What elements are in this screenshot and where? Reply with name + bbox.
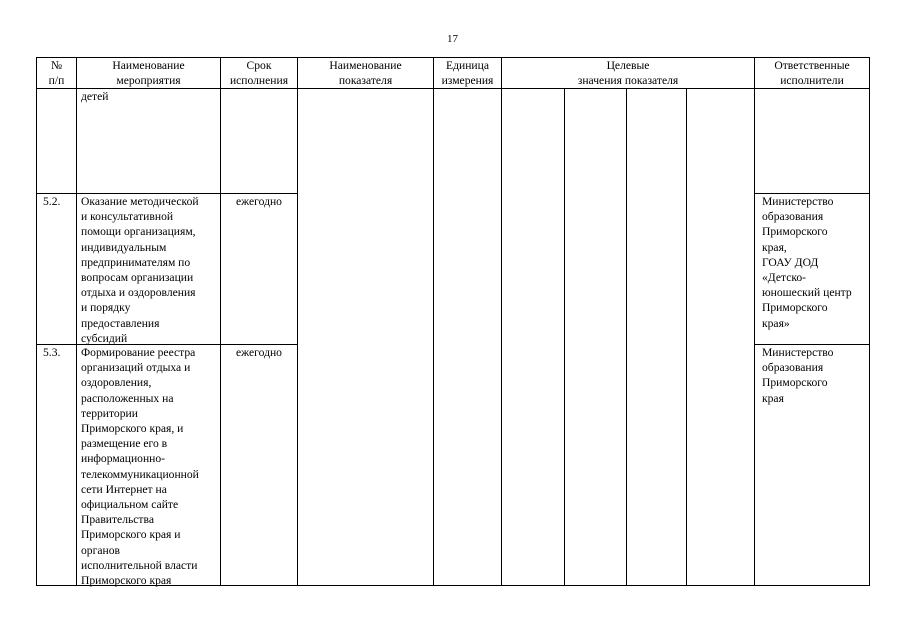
col-border-0 <box>36 57 37 586</box>
row-1-responsible: Министерство образования Приморского края, ГОАУ ДОД «Детско- юношеский центр Приморского края» <box>762 195 852 330</box>
col-border-4 <box>433 57 434 586</box>
target-col-border-2 <box>626 88 627 586</box>
header-deadline: Срок исполнения <box>229 59 289 88</box>
row-1-event: Оказание методической и консультативной помощи организациям, индивидуальным предпринимателям по вопросам организации отдыха и оздоровления и порядку предоставления субсидий <box>81 195 199 345</box>
row-1-num: 5.2. <box>43 195 61 208</box>
header-event-name: Наименование мероприятия <box>112 59 185 88</box>
target-col-border-3 <box>686 88 687 586</box>
row-2-num: 5.3. <box>43 346 61 359</box>
row-2-responsible: Министерство образования Приморского края <box>762 346 834 405</box>
header-targets: Целевые значения показателя <box>577 59 679 88</box>
col-border-7 <box>869 57 870 586</box>
row-1-deadline: ежегодно <box>236 195 282 208</box>
header-unit: Единица измерения <box>441 59 494 88</box>
col-border-2 <box>220 57 221 586</box>
header-num: № п/п <box>48 59 65 88</box>
col-border-5 <box>501 57 502 586</box>
header-indicator-name: Наименование показателя <box>329 59 402 88</box>
row-0-event: детей <box>81 90 109 103</box>
row-2-deadline: ежегодно <box>236 346 282 359</box>
page-number: 17 <box>447 33 458 45</box>
target-col-border-1 <box>564 88 565 586</box>
col-border-1 <box>76 57 77 586</box>
header-responsible: Ответственные исполнители <box>774 59 850 88</box>
col-border-3 <box>297 57 298 586</box>
row-2-event: Формирование реестра организаций отдыха и оздоровления, расположенных на территории Приморского края, и размещение его в информационно- телекоммуникационной сети Интернет на официальном сайте Правительства Приморского края и органов исполнительной власти Приморского края <box>81 346 199 588</box>
col-border-6 <box>754 57 755 586</box>
